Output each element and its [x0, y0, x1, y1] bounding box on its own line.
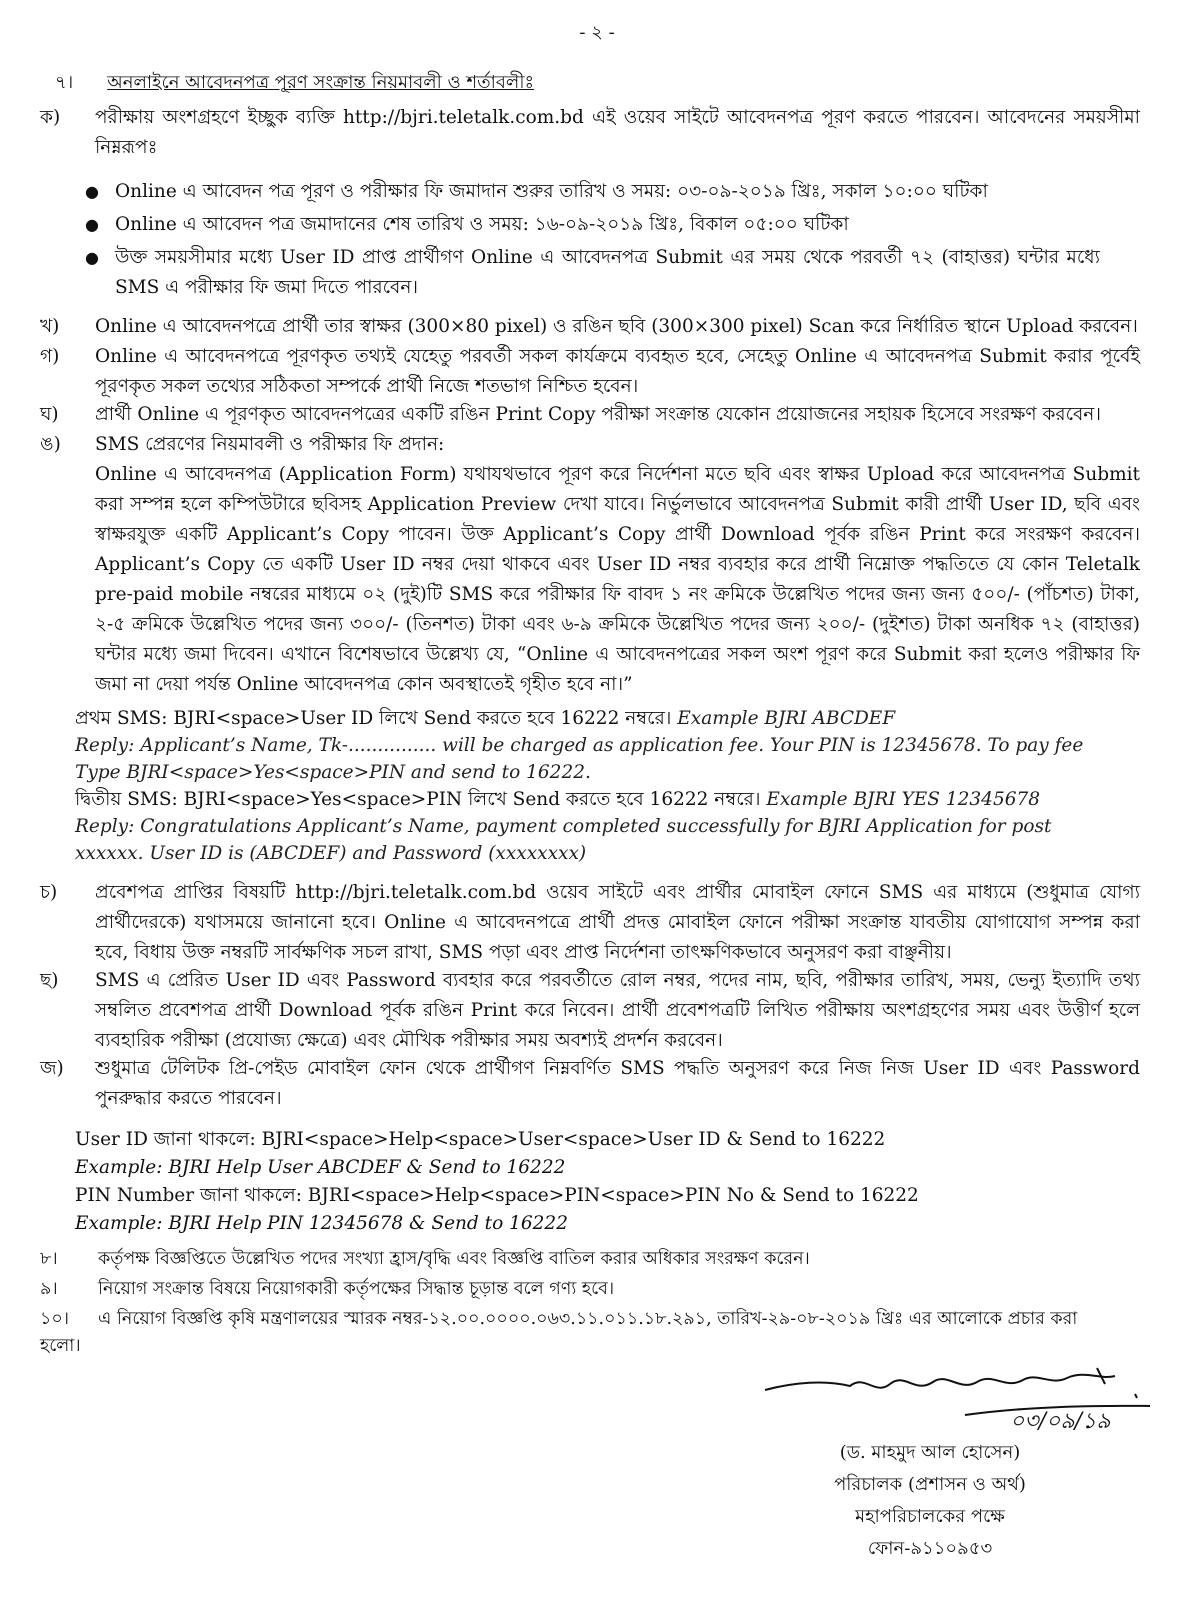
sms-instructions — [75, 705, 1105, 867]
bullet-icon: ● — [85, 248, 99, 267]
section-8-number: ৮। — [40, 1249, 58, 1269]
bullet-text: Online এ আবেদন পত্র পূরণ ও পরীক্ষার ফি জমাদান শুরুর তারিখ ও সময়: ০৩-০৯-২০১৯ খ্রিঃ, সকাল ১০:০০ ঘটিকা — [115, 181, 988, 202]
bullet-item — [85, 177, 1100, 207]
section-7-title: অনলাইনে আবেদনপত্র পূরণ সংক্রান্ত নিয়মাবলী ও শর্তাবলীঃ — [107, 72, 535, 93]
item-ga-marker: গ) — [40, 346, 60, 367]
sms-first-reply: Reply: Applicant’s Name, Tk-............... will be charged as application fee. Your PIN is 12345678. To pay fee Type BJRI<space>Yes<space>PIN and send to 16222. — [75, 735, 1084, 783]
item-cha-marker: চ) — [40, 882, 58, 903]
item-gha — [40, 400, 1140, 430]
section-7-heading — [55, 68, 534, 99]
signature-date: ০৩/০৯/১৯ — [1010, 1409, 1111, 1434]
section-9-text: নিয়োগ সংক্রান্ত বিষয়ে নিয়োগকারী কর্তৃপক্ষের সিদ্ধান্ত চূড়ান্ত বলে গণ্য হবে। — [98, 1279, 615, 1299]
help-pin-example: Example: BJRI Help PIN 12345678 & Send to 16222 — [75, 1213, 568, 1234]
bullet-icon: ● — [85, 182, 99, 201]
sms-first — [75, 705, 1105, 732]
bullet-text: Online এ আবেদন পত্র জমাদানের শেষ তারিখ ও সময়: ১৬-০৯-২০১৯ খ্রিঃ, বিকাল ০৫:০০ ঘটিকা — [115, 214, 849, 235]
item-ja-marker: জ) — [40, 1058, 64, 1079]
bullet-icon: ● — [85, 215, 99, 234]
item-ka — [40, 103, 1140, 163]
item-uma-text: Online এ আবেদনপত্র (Application Form) যথাযথভাবে পূরণ করে নির্দেশনা মতে ছবি এবং স্বাক্ষর Upload করে আবেদনপত্র Submit করা সম্পন্ন হলে কম্পিউটারে ছবিসহ Application Preview দেখা যাবে। নির্ভুলভাবে আবেদনপত্র Submit কারী প্রার্থী User ID, ছবি এবং স্বাক্ষরযুক্ত একটি Applicant’s Copy পাবেন। উক্ত Applicant’s Copy প্রার্থী Download পূর্বক রঙিন Print করে সংরক্ষণ করবেন। Applicant’s Copy তে একটি User ID নম্বর দেয়া থাকবে এবং User ID নম্বর ব্যবহার করে প্রার্থী নিম্নোক্ত পদ্ধতিতে যে কোন Teletalk pre-paid mobile নম্বরের মাধ্যমে ০২ (দুই)টি SMS করে পরীক্ষার ফি বাবদ ১ নং ক্রমিকে উল্লেখিত পদের জন্য জন্য ৫০০/- (পাঁচশত) টাকা, ২-৫ ক্রমিকে উল্লেখিত পদের জন্য ৩০০/- (তিনশত) টাকা এবং ৬-৯ ক্রমিকে উল্লেখিত পদের জন্য ২০০/- (দুইশত) টাকা অনধিক ৭২ (বাহাত্তর) ঘন্টার মধ্যে জমা দিবেন। এখানে বিশেষভাবে উল্লেখ্য যে, “Online এ আবেদনপত্রের সকল অংশ পূরণ করে Submit করা হলেও পরীক্ষার ফি জমা না দেয়া পর্যন্ত Online আবেদনপত্র কোন অবস্থাতেই গৃহীত হবে না।” — [95, 464, 1140, 695]
item-uma-heading: SMS প্রেরণের নিয়মাবলী ও পরীক্ষার ফি প্রদান: — [95, 434, 445, 455]
item-uma — [40, 430, 1140, 700]
sms-first-text: প্রথম SMS: BJRI<space>User ID লিখে Send করতে হবে 16222 নম্বরে। — [75, 708, 672, 729]
section-10-text: এ নিয়োগ বিজ্ঞপ্তি কৃষি মন্ত্রণালয়ের স্মারক নম্বর-১২.০০.০০০০.০৬৩.১১.০১১.১৮.২৯১, তারিখ-২৯-০৮-২০১৯ খ্রিঃ এর আলোকে প্রচার করা হলো। — [40, 1309, 1078, 1356]
help-pin: PIN Number জানা থাকলে: BJRI<space>Help<space>PIN<space>PIN No & Send to 16222 — [75, 1185, 919, 1206]
signatory-designation: পরিচালক (প্রশাসন ও অর্থ) — [834, 1474, 1026, 1495]
sms-first-example: Example BJRI ABCDEF — [677, 708, 896, 729]
item-chha-marker: ছ) — [40, 970, 59, 991]
password-recovery-help — [75, 1126, 1105, 1238]
sms-second-text: দ্বিতীয় SMS: BJRI<space>Yes<space>PIN লিখে Send করতে হবে 16222 নম্বরে। — [75, 789, 761, 810]
item-ka-text: পরীক্ষায় অংশগ্রহণে ইচ্ছুক ব্যক্তি http://bjri.teletalk.com.bd এই ওয়েব সাইটে আবেদনপত্র পূরণ করতে পারবেন। আবেদনের সময়সীমা নিম্নরূপঃ — [95, 107, 1140, 158]
section-10 — [40, 1306, 1110, 1360]
section-7-number: ৭। — [55, 72, 74, 93]
item-ga-text: Online এ আবেদনপত্রে পূরণকৃত তথ্যই যেহেতু পরবর্তী সকল কার্যক্রমে ব্যবহৃত হবে, সেহেতু Online এ আবেদনপত্র Submit করার পূর্বেই পূরণকৃত সকল তথ্যের সঠিকতা সম্পর্কে প্রার্থী নিজে শতভাগ নিশ্চিত হবেন। — [95, 346, 1140, 397]
section-10-number: ১০। — [40, 1309, 69, 1329]
item-kha-marker: খ) — [40, 316, 60, 337]
bullet-item — [85, 210, 1100, 240]
section-8-text: কর্তৃপক্ষ বিজ্ঞপ্তিতে উল্লেখিত পদের সংখ্যা হ্রাস/বৃদ্ধি এবং বিজ্ঞপ্তি বাতিল করার অধিকার সংরক্ষণ করেন। — [98, 1249, 810, 1269]
signatory-on-behalf: মহাপরিচালকের পক্ষে — [855, 1506, 1005, 1527]
help-user-id: User ID জানা থাকলে: BJRI<space>Help<space>User<space>User ID & Send to 16222 — [75, 1129, 886, 1150]
item-cha — [40, 878, 1140, 968]
item-uma-marker: ঙ) — [40, 434, 61, 455]
signatory-name: (ড. মাহমুদ আল হোসেন) — [839, 1442, 1021, 1463]
section-9-number: ৯। — [40, 1279, 58, 1299]
help-user-id-example: Example: BJRI Help User ABCDEF & Send to 16222 — [75, 1157, 566, 1178]
sms-second — [75, 786, 1105, 813]
section-9 — [40, 1276, 1110, 1303]
item-chha — [40, 966, 1140, 1056]
item-ja — [40, 1054, 1140, 1114]
item-kha — [40, 312, 1140, 342]
bullet-item — [85, 243, 1100, 303]
item-chha-text: SMS এ প্রেরিত User ID এবং Password ব্যবহার করে পরবর্তীতে রোল নম্বর, পদের নাম, ছবি, পরীক্ষার তারিখ, সময়, ভেন্যু ইত্যাদি তথ্য সম্বলিত প্রবেশপত্র প্রার্থী Download পূর্বক রঙিন Print করে নিবেন। প্রার্থী প্রবেশপত্রটি লিখিত পরীক্ষায় অংশগ্রহণের সময় এবং উত্তীর্ণ হলে ব্যবহারিক পরীক্ষা (প্রযোজ্য ক্ষেত্রে) এবং মৌখিক পরীক্ষার সময় অবশ্যই প্রদর্শন করবেন। — [95, 970, 1140, 1051]
item-gha-text: প্রার্থী Online এ পূরণকৃত আবেদনপত্রের একটি রঙিন Print Copy পরীক্ষা সংক্রান্ত যেকোন প্রয়োজনের সহায়ক হিসেবে সংরক্ষণ করবেন। — [95, 404, 1101, 425]
item-ga — [40, 342, 1140, 402]
item-cha-text: প্রবেশপত্র প্রাপ্তির বিষয়টি http://bjri.teletalk.com.bd ওয়েব সাইটে এবং প্রার্থীর মোবাইল ফোনে SMS এর মাধ্যমে (শুধুমাত্র যোগ্য প্রার্থীদেরকে) যথাসময়ে জানানো হবে। Online এ আবেদনপত্রে প্রার্থী প্রদত্ত মোবাইল ফোনে পরীক্ষা সংক্রান্ত যাবতীয় যোগাযোগ সম্পন্ন করা হবে, বিধায় উক্ত নম্বরটি সার্বক্ষণিক সচল রাখা, SMS পড়া এবং প্রাপ্ত নির্দেশনা তাৎক্ষণিকভাবে অনুসরণ করা বাঞ্ছনীয়। — [95, 882, 1140, 963]
section-8 — [40, 1246, 1110, 1273]
signatory-phone: ফোন-৯১১০৯৫৩ — [867, 1538, 993, 1559]
item-ka-marker: ক) — [40, 107, 61, 128]
bullet-text: উক্ত সময়সীমার মধ্যে User ID প্রাপ্ত প্রার্থীগণ Online এ আবেদনপত্র Submit এর সময় থেকে পরবর্তী ৭২ (বাহাত্তর) ঘন্টার মধ্যে SMS এ পরীক্ষার ফি জমা দিতে পারবেন। — [115, 247, 1100, 298]
item-kha-text: Online এ আবেদনপত্রে প্রার্থী তার স্বাক্ষর (300×80 pixel) ও রঙিন ছবি (300×300 pixel) Scan করে নির্ধারিত স্থানে Upload করবেন। — [95, 316, 1138, 337]
sms-second-example: Example BJRI YES 12345678 — [766, 789, 1041, 810]
page-number: - ২ - — [579, 22, 615, 43]
item-ja-text: শুধুমাত্র টেলিটক প্রি-পেইড মোবাইল ফোন থেকে প্রার্থীগণ নিম্নবর্ণিত SMS পদ্ধতি অনুসরণ করে নিজ নিজ User ID এবং Password পুনরুদ্ধার করতে পারবেন। — [95, 1058, 1140, 1109]
signature-block — [800, 1437, 1060, 1565]
item-gha-marker: ঘ) — [40, 404, 59, 425]
sms-second-reply: Reply: Congratulations Applicant’s Name, payment completed successfully for BJRI Application for post xxxxxx. User ID is (ABCDEF) and Password (xxxxxxxx) — [75, 816, 1052, 864]
handwritten-signature — [755, 1360, 1155, 1445]
